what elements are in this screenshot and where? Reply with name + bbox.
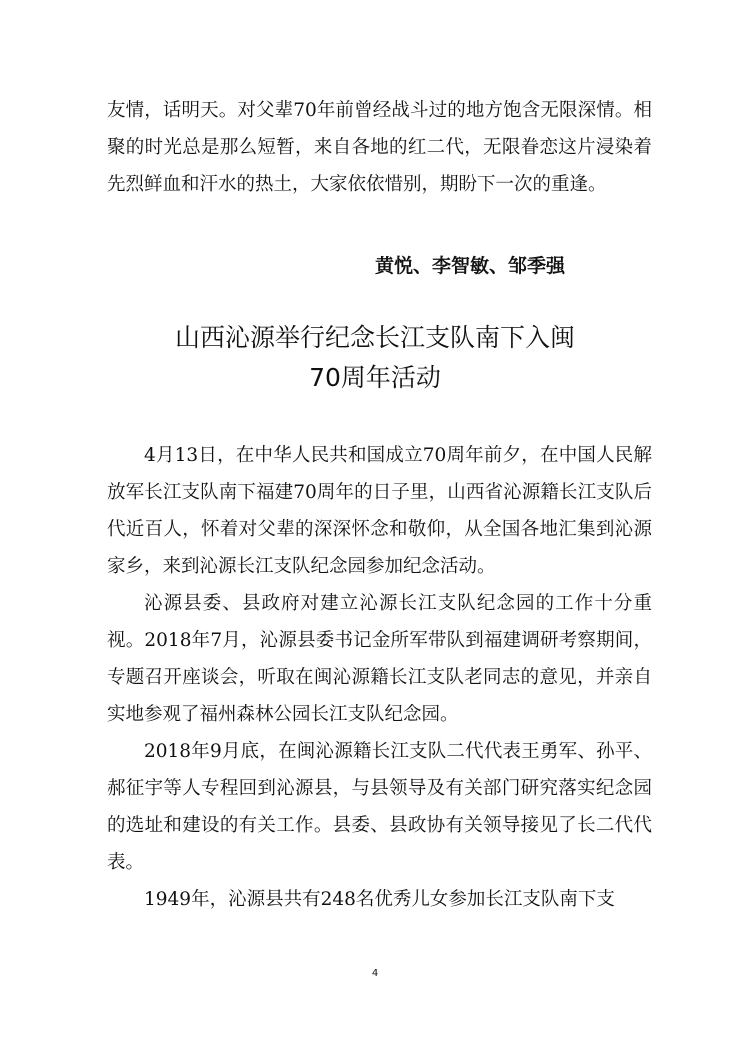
body-paragraph: 2018年9月底，在闽沁源籍长江支队二代代表王勇军、孙平、郝征宇等人专程回到沁源县，与县领导及有关部门研究落实纪念园的选址和建设的有关工作。县委、县政协有关领导接见了长二代代表。 bbox=[107, 741, 652, 873]
page-number: 4 bbox=[371, 968, 379, 979]
body-paragraph: 沁源县委、县政府对建立沁源长江支队纪念园的工作十分重视。2018年7月，沁源县委书记金所军带队到福建调研考察期间，专题召开座谈会，听取在闽沁源籍长江支队老同志的意见，并亲自实地参观了福州森林公园长江支队纪念园。 bbox=[107, 593, 652, 725]
body-paragraph: 4月13日，在中华人民共和国成立70周年前夕，在中国人民解放军长江支队南下福建70周年的日子里，山西省沁源籍长江支队后代近百人，怀着对父辈的深深怀念和敬仰，从全国各地汇集到沁源家乡，来到沁源长江支队纪念园参加纪念活动。 bbox=[107, 445, 652, 577]
article-title-line-2: 70周年活动 bbox=[309, 363, 441, 392]
article-title-line-1: 山西沁源举行纪念长江支队南下入闽 bbox=[174, 323, 575, 352]
article-body bbox=[107, 437, 652, 918]
author-byline: 黄悦、李智敏、邹季强 bbox=[375, 255, 566, 277]
article-title bbox=[60, 318, 690, 398]
body-paragraph: 1949年，沁源县共有248名优秀儿女参加长江支队南下支 bbox=[144, 889, 615, 910]
previous-article-ending: 友情，话明天。对父辈70年前曾经战斗过的地方饱含无限深情。相聚的时光总是那么短暂，来自各地的红二代，无限眷恋这片浸染着先烈鲜血和汗水的热土，大家依依惜别，期盼下一次的重逢。 bbox=[107, 100, 652, 195]
